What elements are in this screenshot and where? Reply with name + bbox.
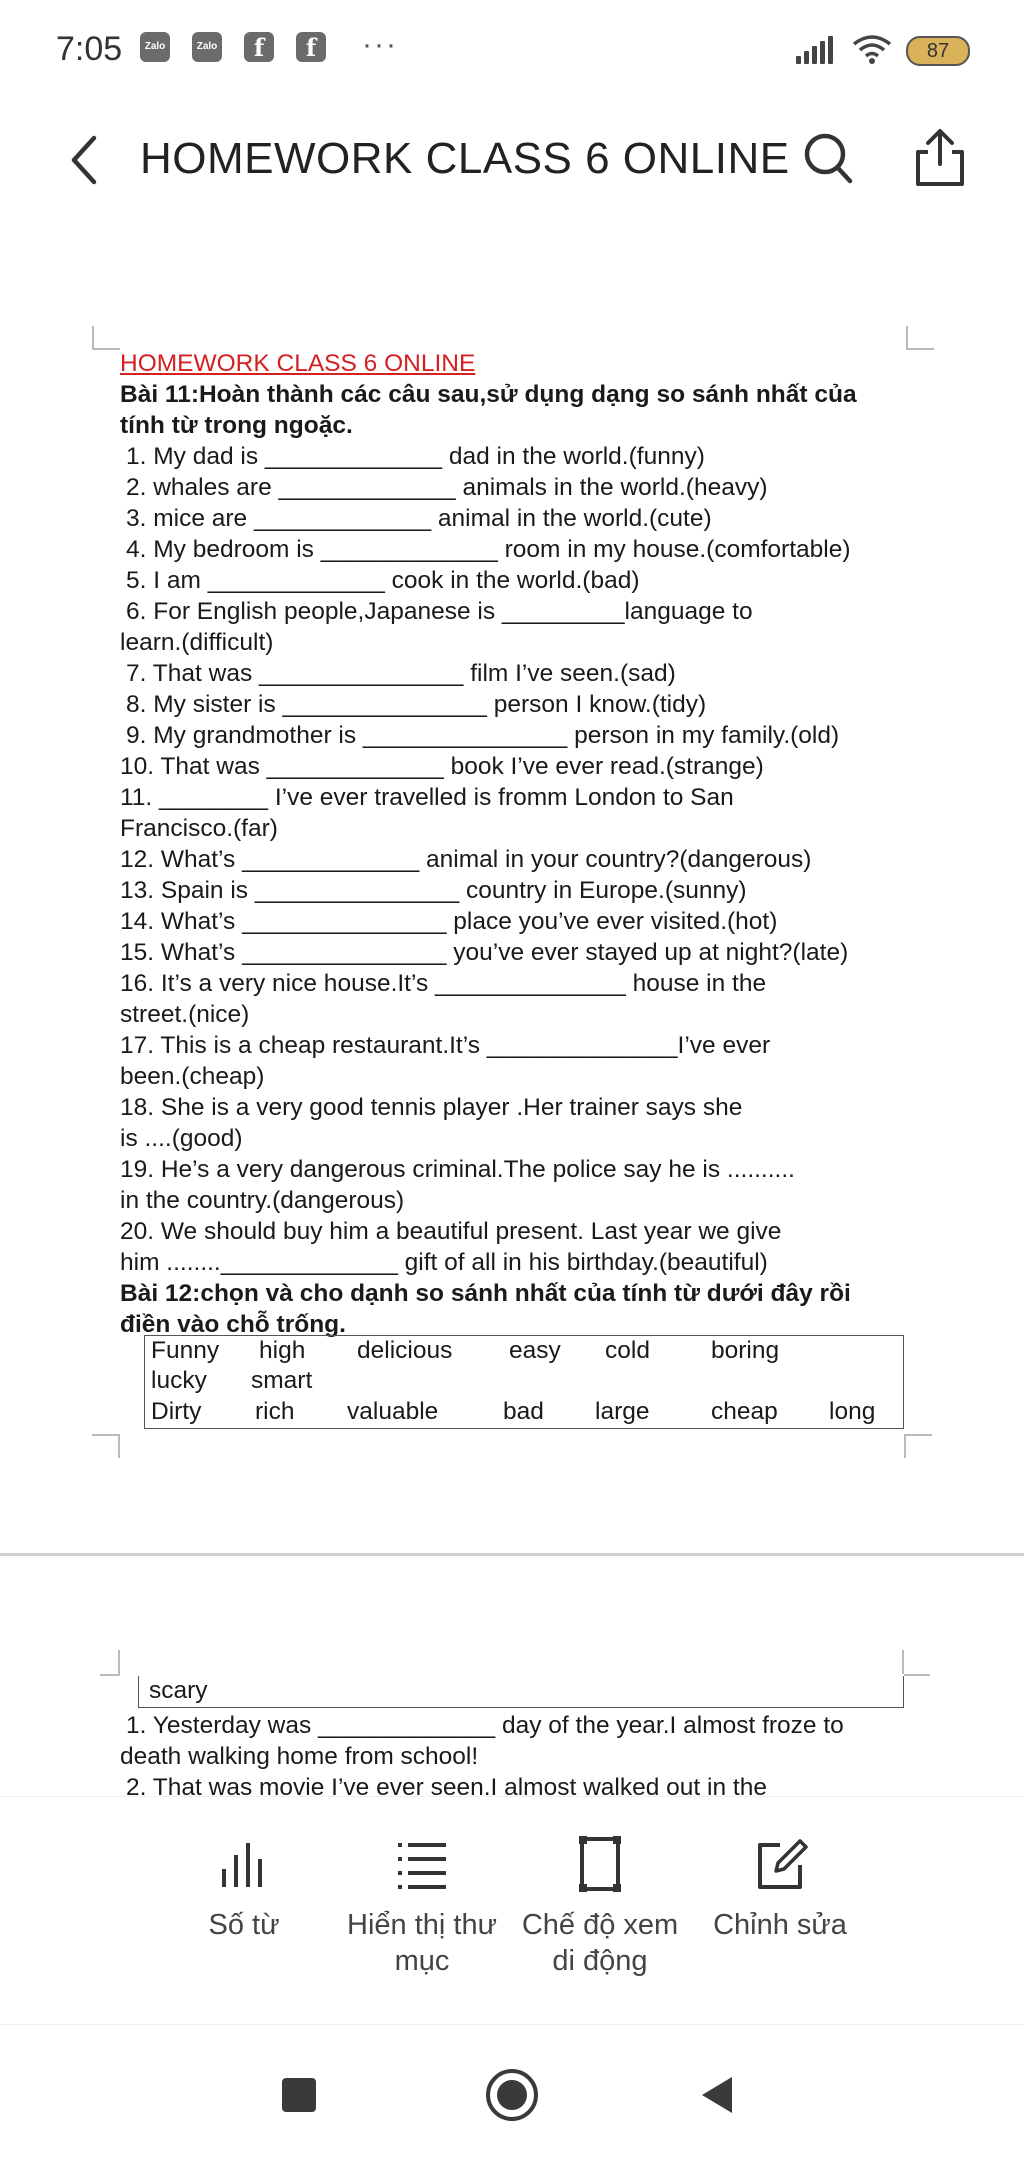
- page-corner-mark: [92, 326, 120, 350]
- document-content-page-2[interactable]: [120, 1710, 920, 1796]
- exercise-11-heading: Bài 11:Hoàn thành các câu sau,sử dụng dạng so sánh nhất của: [120, 381, 857, 408]
- question-line: 17. This is a cheap restaurant.It’s ______________I’ve ever: [120, 1032, 771, 1059]
- edit-label: Chỉnh sửa: [713, 1909, 847, 1941]
- question-line: death walking home from school!: [120, 1743, 479, 1770]
- word-count-label: Số từ: [208, 1909, 280, 1941]
- mobile-view-label: Chế độ xem: [521, 1909, 679, 1941]
- page-corner-mark: [906, 326, 934, 350]
- question-line: 16. It’s a very nice house.It’s ______________ house in the: [120, 970, 767, 997]
- exercise-11-heading: tính từ trong ngoặc.: [120, 412, 353, 439]
- question-line: 1. Yesterday was _____________ day of the year.I almost froze to: [126, 1712, 844, 1739]
- word-bank-item: boring: [711, 1337, 780, 1364]
- mobile-frame-icon: [570, 1833, 630, 1893]
- show-toc-label: mục: [394, 1945, 450, 1977]
- recent-apps-icon[interactable]: [282, 2078, 316, 2112]
- back-icon[interactable]: [64, 130, 104, 190]
- question-line: 13. Spain is _______________ country in Europe.(sunny): [120, 877, 747, 904]
- word-bank-item: large: [595, 1398, 650, 1425]
- word-bank-item: Dirty: [151, 1398, 202, 1425]
- word-bank-item: cold: [605, 1337, 650, 1364]
- word-bank-item: easy: [509, 1337, 561, 1364]
- question-line: been.(cheap): [120, 1063, 265, 1090]
- word-bank-item: long: [829, 1398, 876, 1425]
- word-bank-item: rich: [255, 1398, 295, 1425]
- edit-icon: [750, 1833, 810, 1893]
- word-bank-box: [144, 1335, 904, 1429]
- page-corner-mark: [100, 1674, 120, 1676]
- wifi-icon: [852, 34, 892, 66]
- question-line: 20. We should buy him a beautiful present. Last year we give: [120, 1218, 782, 1245]
- show-toc-label: Hiển thị thư: [347, 1909, 497, 1941]
- question-line: 2. That was movie I’ve ever seen.I almost walked out in the: [126, 1774, 767, 1796]
- question-line: 12. What’s _____________ animal in your country?(dangerous): [120, 846, 812, 873]
- list-icon: [392, 1833, 452, 1893]
- app-header: [0, 100, 1024, 220]
- question-line: in the country.(dangerous): [120, 1187, 405, 1214]
- battery-icon: 87: [906, 36, 970, 66]
- question-line: 3. mice are _____________ animal in the world.(cute): [126, 505, 712, 532]
- status-time: 7:05: [56, 30, 123, 68]
- question-line: 6. For English people,Japanese is _________language to: [126, 598, 753, 625]
- document-content[interactable]: [120, 348, 920, 1340]
- bar-chart-icon: [214, 1833, 274, 1893]
- word-bank-item: high: [259, 1337, 306, 1364]
- question-line: 5. I am _____________ cook in the world.(bad): [126, 567, 640, 594]
- question-line: learn.(difficult): [120, 629, 274, 656]
- status-bar: [0, 0, 1024, 100]
- search-icon[interactable]: [800, 128, 856, 188]
- question-line: Francisco.(far): [120, 815, 278, 842]
- header-title: HOMEWORK CLASS 6 ONLINE: [140, 134, 790, 183]
- word-bank-item: smart: [251, 1367, 313, 1394]
- question-line: him ........_____________ gift of all in his birthday.(beautiful): [120, 1249, 768, 1276]
- question-line: 10. That was _____________ book I’ve ever read.(strange): [120, 753, 764, 780]
- zalo-notification-icon: Zalo: [192, 32, 222, 62]
- system-nav-bar: [0, 2024, 1024, 2162]
- question-line: 8. My sister is _______________ person I know.(tidy): [126, 691, 707, 718]
- question-line: 11. ________ I’ve ever travelled is fromm London to San: [120, 784, 734, 811]
- question-line: 4. My bedroom is _____________ room in my house.(comfortable): [126, 536, 851, 563]
- word-count-button[interactable]: [144, 1833, 344, 1943]
- page-corner-mark: [904, 1674, 930, 1676]
- question-line: 1. My dad is _____________ dad in the world.(funny): [126, 443, 705, 470]
- mobile-view-button[interactable]: [500, 1833, 700, 1979]
- show-toc-button[interactable]: [322, 1833, 522, 1979]
- nav-back-icon[interactable]: [702, 2077, 732, 2113]
- question-line: 9. My grandmother is _______________ person in my family.(old): [126, 722, 840, 749]
- document-title: HOMEWORK CLASS 6 ONLINE: [120, 350, 476, 377]
- question-line: is ....(good): [120, 1125, 243, 1152]
- question-line: 7. That was _______________ film I’ve seen.(sad): [126, 660, 676, 687]
- edit-button[interactable]: [680, 1833, 880, 1943]
- mobile-view-label: di động: [552, 1945, 648, 1977]
- more-notifications-icon: ···: [362, 28, 398, 61]
- question-line: 2. whales are _____________ animals in the world.(heavy): [126, 474, 768, 501]
- share-icon[interactable]: [912, 126, 968, 190]
- question-line: street.(nice): [120, 1001, 250, 1028]
- zalo-notification-icon: Zalo: [140, 32, 170, 62]
- home-icon[interactable]: [486, 2069, 538, 2121]
- word-bank-item: lucky: [151, 1367, 207, 1394]
- word-bank-item: delicious: [357, 1337, 453, 1364]
- facebook-notification-icon: f: [244, 32, 274, 62]
- bottom-toolbar: [0, 1796, 1024, 2024]
- word-bank-item: cheap: [711, 1398, 778, 1425]
- facebook-notification-icon: f: [296, 32, 326, 62]
- page-divider: [0, 1553, 1024, 1556]
- word-bank-item: Funny: [151, 1337, 220, 1364]
- question-line: 18. She is a very good tennis player .Her trainer says she: [120, 1094, 743, 1121]
- question-line: 14. What’s _______________ place you’ve ever visited.(hot): [120, 908, 778, 935]
- exercise-12-heading: Bài 12:chọn và cho dạnh so sánh nhất của tính từ dưới đây rồi: [120, 1280, 851, 1307]
- word-bank-item: bad: [503, 1398, 544, 1425]
- page-corner-mark: [92, 1434, 120, 1458]
- exercise-12-heading: điền vào chỗ trống.: [120, 1311, 346, 1338]
- word-bank-box-continued: scary: [138, 1676, 904, 1708]
- word-bank-item: valuable: [347, 1398, 439, 1425]
- page-corner-mark: [902, 1650, 904, 1674]
- signal-icon: [796, 36, 836, 64]
- question-line: 15. What’s _______________ you’ve ever stayed up at night?(late): [120, 939, 849, 966]
- page-corner-mark: [118, 1650, 120, 1674]
- page-corner-mark: [904, 1434, 932, 1458]
- question-line: 19. He’s a very dangerous criminal.The police say he is ..........: [120, 1156, 795, 1183]
